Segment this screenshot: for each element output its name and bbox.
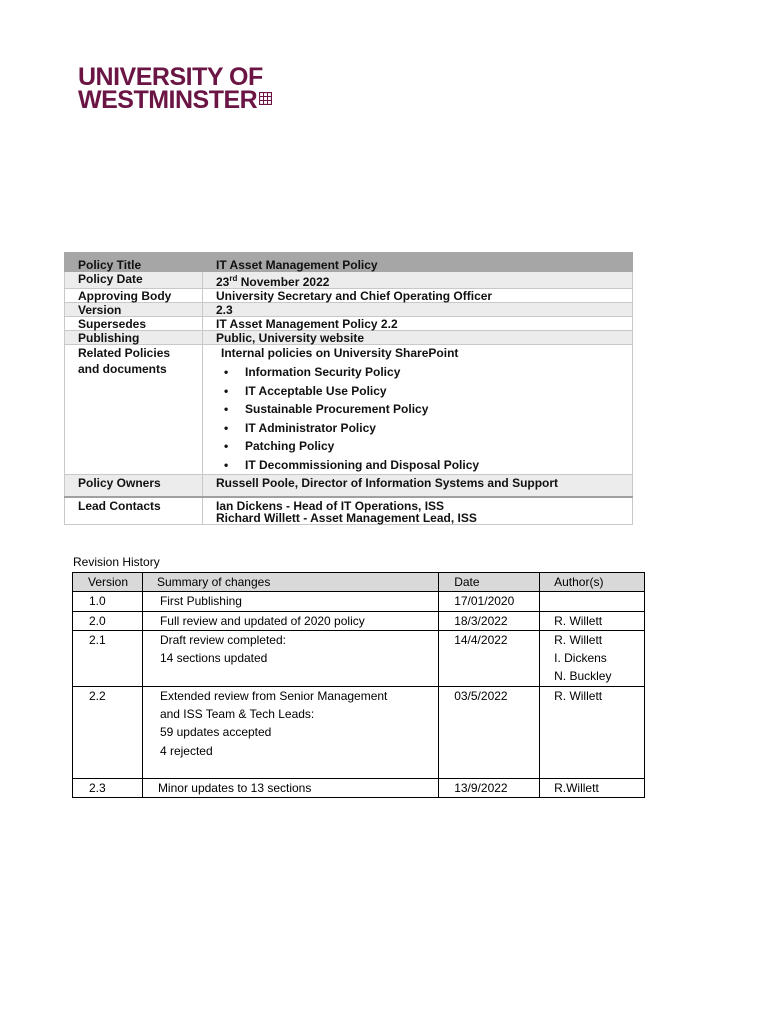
summary-line: Extended review from Senior Management: [159, 688, 388, 703]
summary-line: Full review and updated of 2020 policy: [159, 613, 365, 628]
list-item: • Patching Policy: [216, 437, 632, 456]
row-date: 17/01/2020: [439, 592, 540, 611]
row-authors: [540, 592, 645, 611]
row-summary: [142, 686, 438, 778]
logo-line-1: UNIVERSITY OF: [78, 63, 263, 91]
policy-row-owners: [65, 475, 633, 497]
related-intro: Internal policies on University SharePoint: [221, 346, 459, 360]
row-authors: [540, 611, 645, 630]
related-policies-list: [216, 363, 632, 474]
policy-row-lead: [65, 497, 633, 525]
lead-contacts-label: Lead Contacts: [65, 497, 203, 525]
publishing-label: Publishing: [65, 331, 203, 345]
revision-header-row: [73, 573, 645, 592]
policy-row-publishing: [65, 331, 633, 345]
list-item: • IT Administrator Policy: [216, 419, 632, 438]
row-version: 2.3: [73, 778, 143, 797]
header-authors: Author(s): [540, 573, 645, 592]
policy-info-table: [64, 252, 633, 525]
policy-title-label: Policy Title: [65, 253, 203, 272]
author-line: N. Buckley: [554, 669, 612, 684]
header-date: Date: [439, 573, 540, 592]
row-summary: [142, 592, 438, 611]
university-logo: [78, 63, 272, 114]
policy-row-title: [65, 253, 633, 272]
summary-line: Draft review completed:: [159, 632, 286, 647]
lead-contact-2: Richard Willett - Asset Management Lead, ISS: [216, 510, 477, 525]
row-version: 2.1: [73, 630, 143, 686]
approving-body-label: Approving Body: [65, 289, 203, 303]
list-item: • IT Acceptable Use Policy: [216, 382, 632, 401]
header-version: Version: [73, 573, 143, 592]
row-date: 13/9/2022: [439, 778, 540, 797]
row-version: 1.0: [73, 592, 143, 611]
row-version: 2.0: [73, 611, 143, 630]
list-item: • Sustainable Procurement Policy: [216, 400, 632, 419]
row-version: 2.2: [73, 686, 143, 778]
policy-date-day: 23: [216, 275, 230, 289]
version-label: Version: [65, 303, 203, 317]
table-row: [73, 611, 645, 630]
revision-history-title: Revision History: [73, 555, 160, 569]
approving-body-value: University Secretary and Chief Operating Officer: [203, 289, 633, 303]
policy-owners-label: Policy Owners: [65, 475, 203, 497]
policy-row-supersedes: [65, 317, 633, 331]
related-label-line-1: Related Policies: [78, 346, 171, 360]
policy-row-version: [65, 303, 633, 317]
table-row: [73, 630, 645, 686]
policy-date-label: Policy Date: [65, 272, 203, 289]
logo-line-2: [78, 86, 272, 114]
related-label-line-2: and documents: [78, 362, 167, 376]
policy-row-approving: [65, 289, 633, 303]
author-line: R. Willett: [554, 688, 603, 703]
summary-line: 4 rejected: [159, 743, 213, 758]
policy-row-date: [65, 272, 633, 289]
summary-line: 59 updates accepted: [159, 725, 272, 740]
westminster-portcullis-icon: [259, 92, 272, 105]
supersedes-value: IT Asset Management Policy 2.2: [203, 317, 633, 331]
row-summary: [142, 630, 438, 686]
list-item: • IT Decommissioning and Disposal Policy: [216, 456, 632, 475]
logo-line-2-text: WESTMINSTER: [78, 86, 258, 114]
row-authors: [540, 630, 645, 686]
table-row: [73, 686, 645, 778]
row-authors: [540, 778, 645, 797]
row-date: 03/5/2022: [439, 686, 540, 778]
row-summary: [142, 778, 438, 797]
author-line: R. Willett: [554, 613, 603, 628]
row-summary: [142, 611, 438, 630]
header-summary: Summary of changes: [142, 573, 438, 592]
policy-owners-value: Russell Poole, Director of Information Systems and Support: [203, 475, 633, 497]
summary-line: 14 sections updated: [159, 651, 268, 666]
summary-line: First Publishing: [159, 594, 242, 609]
policy-row-related: [65, 345, 633, 475]
row-date: 18/3/2022: [439, 611, 540, 630]
related-policies-label: [65, 345, 203, 475]
author-line: R. Willett: [554, 632, 603, 647]
lead-contact-1: Ian Dickens - Head of IT Operations, ISS: [216, 498, 445, 513]
supersedes-label: Supersedes: [65, 317, 203, 331]
summary-line: and ISS Team & Tech Leads:: [159, 707, 315, 722]
revision-history-table: [72, 572, 645, 798]
list-item: • Information Security Policy: [216, 363, 632, 382]
row-authors: [540, 686, 645, 778]
publishing-value: Public, University website: [203, 331, 633, 345]
author-line: R.Willett: [554, 780, 599, 795]
policy-title-value: IT Asset Management Policy: [203, 253, 633, 272]
policy-date-suffix: rd: [229, 274, 238, 283]
table-row: [73, 778, 645, 797]
summary-line: Minor updates to 13 sections: [157, 780, 312, 795]
lead-contacts-value: [203, 497, 633, 525]
row-date: 14/4/2022: [439, 630, 540, 686]
policy-date-value: [203, 272, 633, 289]
related-policies-value: [203, 345, 633, 475]
author-line: I. Dickens: [554, 651, 607, 666]
policy-date-rest: November 2022: [237, 275, 330, 289]
version-value: 2.3: [203, 303, 633, 317]
table-row: [73, 592, 645, 611]
